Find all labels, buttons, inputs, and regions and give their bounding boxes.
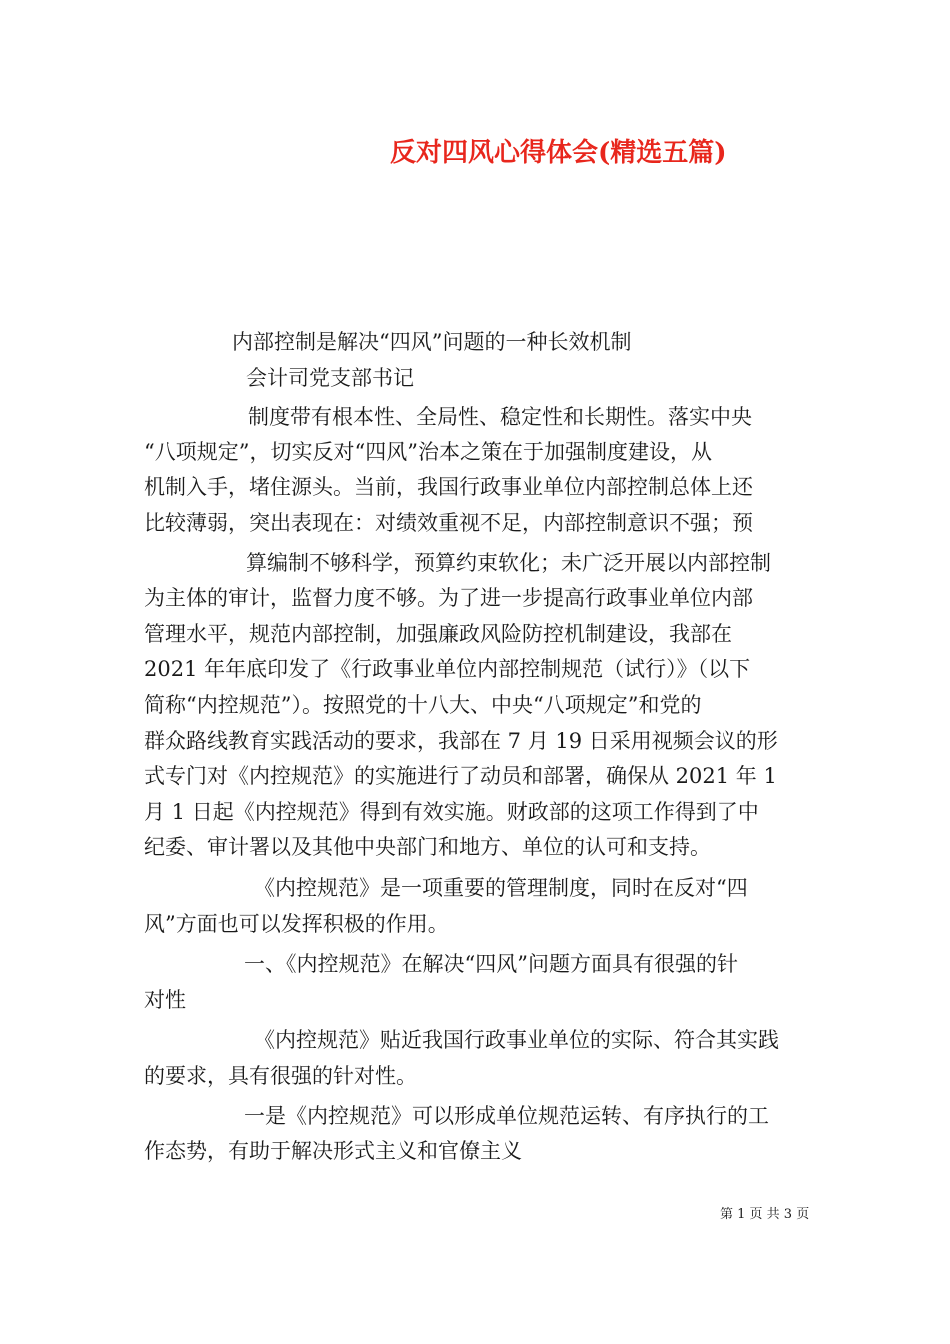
body-line: 比较薄弱，突出表现在：对绩效重视不足，内部控制意识不强；预 [144, 511, 753, 535]
body-line: 《内控规范》贴近我国行政事业单位的实际、符合其实践 [254, 1028, 779, 1052]
body-line: 制度带有根本性、全局性、稳定性和长期性。落实中央 [248, 405, 752, 429]
body-line: “八项规定”，切实反对“四风”治本之策在于加强制度建设，从 [144, 440, 712, 464]
document-title: 反对四风心得体会(精选五篇) [390, 138, 727, 168]
body-line: 纪委、审计署以及其他中央部门和地方、单位的认可和支持。 [144, 835, 711, 859]
body-line: 为主体的审计，监督力度不够。为了进一步提高行政事业单位内部 [144, 586, 753, 610]
body-line: 月 1 日起《内控规范》得到有效实施。财政部的这项工作得到了中 [144, 800, 759, 824]
page-number-footer: 第 1 页 共 3 页 [720, 1207, 810, 1222]
body-line: 式专门对《内控规范》的实施进行了动员和部署，确保从 2021 年 1 [144, 764, 777, 788]
body-line: 作态势，有助于解决形式主义和官僚主义 [144, 1139, 522, 1163]
body-line: 2021 年年底印发了《行政事业单位内部控制规范（试行）》（以下 [144, 657, 751, 681]
body-line: 的要求，具有很强的针对性。 [144, 1064, 417, 1088]
body-line: 一是《内控规范》可以形成单位规范运转、有序执行的工 [244, 1104, 769, 1128]
body-line: 管理水平，规范内部控制，加强廉政风险防控机制建设，我部在 [144, 622, 732, 646]
body-line: 简称“内控规范”）。按照党的十八大、中央“八项规定”和党的 [144, 693, 702, 717]
subtitle: 内部控制是解决“四风”问题的一种长效机制 [232, 330, 632, 354]
body-line: 算编制不够科学，预算约束软化；未广泛开展以内部控制 [246, 551, 771, 575]
body-line: 群众路线教育实践活动的要求，我部在 7 月 19 日采用视频会议的形 [144, 729, 778, 753]
section-heading: 对性 [144, 988, 186, 1012]
section-heading: 一、《内控规范》在解决“四风”问题方面具有很强的针 [244, 952, 738, 976]
body-line: 机制入手，堵住源头。当前，我国行政事业单位内部控制总体上还 [144, 475, 753, 499]
author-line: 会计司党支部书记 [246, 366, 414, 390]
body-line: 风”方面也可以发挥积极的作用。 [144, 912, 449, 936]
body-line: 《内控规范》是一项重要的管理制度，同时在反对“四 [254, 876, 748, 900]
